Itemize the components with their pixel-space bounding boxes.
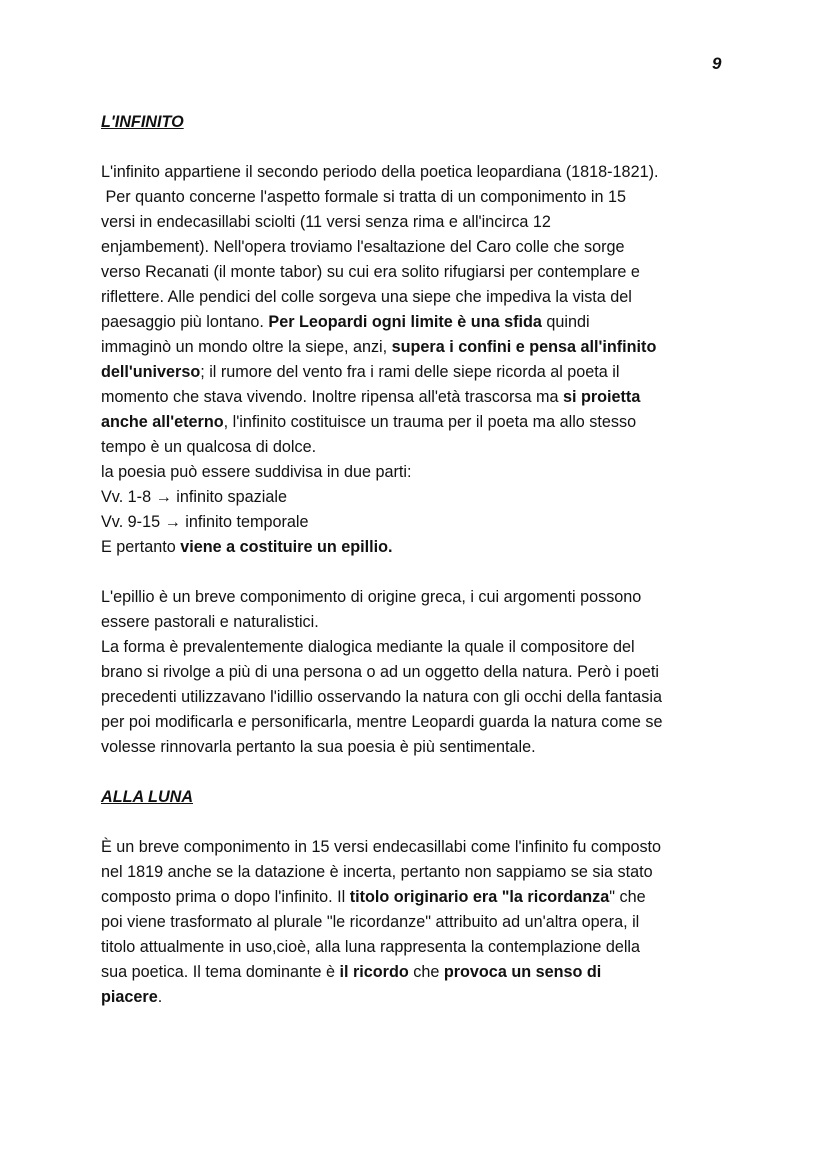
text-line: [101, 985, 741, 1010]
text-line: essere pastorali e naturalistici.: [101, 613, 319, 631]
text-line: [101, 960, 741, 985]
text-line: precedenti utilizzavano l'idillio osservando la natura con gli occhi della fantasia: [101, 688, 662, 706]
section-infinito: [101, 110, 741, 1010]
text-line: riflettere. Alle pendici del colle sorgeva una siepe che impediva la vista del: [101, 288, 632, 306]
page-number: 9: [712, 54, 722, 73]
section-title-infinito: L'INFINITO: [101, 113, 184, 131]
text-line: poi viene trasformato al plurale "le ricordanze" attribuito ad un'altra opera, il: [101, 913, 640, 931]
text-line: per poi modificarla e personificarla, mentre Leopardi guarda la natura come se: [101, 713, 663, 731]
text-line: enjambement). Nell'opera troviamo l'esaltazione del Caro colle che sorge: [101, 238, 625, 256]
bold-text: provoca un senso di: [443, 963, 602, 981]
bold-text: il ricordo: [339, 963, 409, 981]
text-line: [101, 385, 741, 410]
text-run: , l'infinito costituisce un trauma per il poeta ma allo stesso: [223, 413, 637, 431]
text-line: Vv. 1-8 → infinito spaziale: [101, 488, 287, 506]
text-line: volesse rinnovarla pertanto la sua poesia è più sentimentale.: [101, 738, 536, 756]
text-line: titolo attualmente in uso,cioè, alla luna rappresenta la contemplazione della: [101, 938, 641, 956]
text-run: sua poetica. Il tema dominante è: [101, 963, 340, 981]
text-line: È un breve componimento in 15 versi endecasillabi come l'infinito fu composto: [101, 838, 662, 856]
text-line: [101, 335, 741, 360]
text-line: [101, 360, 741, 385]
paragraph-infinito-intro: [101, 160, 741, 560]
text-run: quindi: [541, 313, 590, 331]
text-run: .: [157, 988, 163, 1006]
text-run: paesaggio più lontano.: [101, 313, 269, 331]
section-title-alla-luna: ALLA LUNA: [101, 788, 194, 806]
text-run: E pertanto: [101, 538, 181, 556]
text-line: versi in endecasillabi sciolti (11 versi senza rima e all'incirca 12: [101, 213, 551, 231]
bold-text: piacere: [101, 988, 158, 1006]
text-line: verso Recanati (il monte tabor) su cui era solito rifugiarsi per contemplare e: [101, 263, 640, 281]
bold-text: dell'universo: [101, 363, 201, 381]
paragraph-alla-luna: [101, 835, 741, 1010]
text-line: L'infinito appartiene il secondo periodo della poetica leopardiana (1818-1821).: [101, 163, 659, 181]
bold-text: anche all'eterno: [101, 413, 224, 431]
text-run: composto prima o dopo l'infinito. Il: [101, 888, 350, 906]
text-line: [101, 410, 741, 435]
text-line: La forma è prevalentemente dialogica mediante la quale il compositore del: [101, 638, 635, 656]
text-line: [101, 310, 741, 335]
paragraph-epillio: [101, 585, 741, 760]
bold-text: titolo originario era "la ricordanza: [349, 888, 610, 906]
text-line: [101, 535, 741, 560]
text-run: ; il rumore del vento fra i rami delle siepe ricorda al poeta il: [200, 363, 620, 381]
text-run: " che: [609, 888, 646, 906]
bold-text: supera i confini e pensa all'infinito: [391, 338, 657, 356]
text-run: immaginò un mondo oltre la siepe, anzi,: [101, 338, 392, 356]
bold-text: si proietta: [562, 388, 641, 406]
text-line: la poesia può essere suddivisa in due parti:: [101, 463, 412, 481]
text-line: brano si rivolge a più di una persona o ad un oggetto della natura. Però i poeti: [101, 663, 659, 681]
text-line: L'epillio è un breve componimento di origine greca, i cui argomenti possono: [101, 588, 642, 606]
text-line: Per quanto concerne l'aspetto formale si tratta di un componimento in 15: [101, 188, 626, 206]
text-line: tempo è un qualcosa di dolce.: [101, 438, 317, 456]
text-run: momento che stava vivendo. Inoltre ripensa all'età trascorsa ma: [101, 388, 563, 406]
text-line: [101, 885, 741, 910]
bold-text: viene a costituire un epillio.: [180, 538, 393, 556]
bold-text: Per Leopardi ogni limite è una sfida: [268, 313, 542, 331]
text-line: nel 1819 anche se la datazione è incerta, pertanto non sappiamo se sia stato: [101, 863, 653, 881]
text-run: che: [408, 963, 444, 981]
text-line: Vv. 9-15 → infinito temporale: [101, 513, 309, 531]
